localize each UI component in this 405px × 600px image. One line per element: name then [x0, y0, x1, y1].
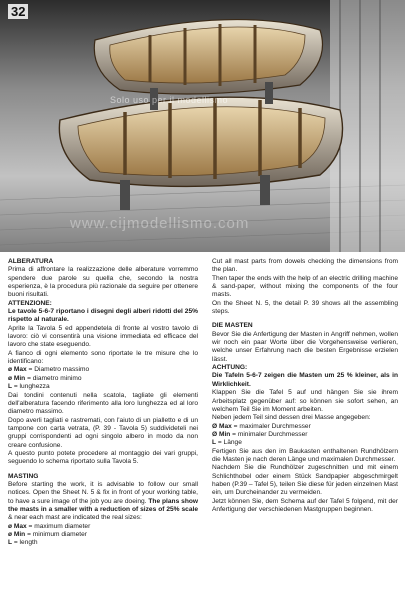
left-column	[8, 258, 198, 548]
en-max-row	[8, 523, 198, 531]
en-max-symbol: ø Max	[8, 522, 27, 530]
right-column	[212, 258, 398, 514]
masten-para7: Nachdem Sie die Rundhölzer zugeschnitten und mit einem Schlichthobel oder einem Stück Sandpapier abgeschmirgelt haben (P.39 – Tafel 5), teilen Sie diese für jeden einzelnen Mast ein, um Durcheinander zu vermeiden.	[212, 464, 398, 497]
attenzione-label: ATTENZIONE:	[8, 299, 52, 307]
de-max-symbol: Ø Max	[212, 422, 232, 430]
masten-heading: DIE MASTEN	[212, 322, 253, 330]
de-min-row	[212, 431, 398, 439]
alberatura-para4: Dopo averli tagliati e rastremati, con l'aiuto di un pialletto e di un tampone con carta vetrata, (P. 39 - Tavola 5) suddivideteli nei gruppi corrispondenti ad ogni singolo albero in modo da non creare confusione.	[8, 416, 198, 449]
alberatura-para2: A fianco di ogni elemento sono riportate le tre misure che lo identificano:	[8, 349, 198, 366]
alberatura-para3: Dai tondini contenuti nella scatola, tagliate gli elementi dell'alberatura facendo riferimento alla loro lunghezza ed al loro diametro massimo.	[8, 391, 198, 416]
de-max-text: = maximaler Durchmesser	[233, 422, 311, 430]
masten-para4: Klappen Sie die Tafel 5 auf und hängen Sie sie ihrem Arbeitsplatz gegenüber auf: so können sie sofort sehen, an welchem Teil Sie im Moment arbeiten.	[212, 389, 398, 413]
masting-para2: Then taper the ends with the help of an electric drilling machine & sand-paper, without mixing the components of the four masts.	[212, 274, 398, 299]
masten-para6: Fertigen Sie aus den im Baukasten enthaltenen Rundhölzern die Masten je nach deren Länge und maximalen Durchmesser.	[212, 447, 398, 463]
de-max-row	[212, 423, 398, 431]
achtung-bold: Die Tafeln 5-6-7 zeigen die Masten um 25 % kleiner, als in Wirklichkeit.	[212, 372, 398, 388]
alberatura-para1: Aprite la Tavola 5 ed appendetela di fronte al vostro tavolo di lavoro: ciò vi consentirà una visione immediata ed efficace del lavoro che state eseguendo.	[8, 324, 198, 349]
min-measure-row	[8, 375, 198, 383]
alberatura-para5: A questo punto potete procedere al montaggio dei vari gruppi, seguendo lo schema riportato sulla Tavola 5.	[8, 449, 198, 466]
masting-after-bold: & near each mast are indicated the real sizes:	[8, 514, 142, 522]
masting-intro-row	[8, 481, 198, 523]
en-min-text: = minimum diameter	[27, 531, 87, 538]
de-min-symbol: Ø Min	[212, 430, 231, 438]
de-min-text: = minimaler Durchmesser	[232, 430, 308, 438]
en-min-row	[8, 531, 198, 539]
masting-bold: The plans show the masts in a smaller with a reduction of sizes of 25% scale	[8, 497, 198, 513]
masting-intro: Before starting the work, it is advisable to follow our small notices. Open the Sheet N. 5 & fix in front of your working table, to have a sure image of the job you are doeing.	[8, 480, 198, 505]
lifeboats-photo	[0, 0, 405, 252]
masting-para1: Cut all mast parts from dowels checking the dimensions from the plan.	[212, 258, 398, 274]
masting-heading: MASTING	[8, 472, 39, 480]
max-text: = Diametro massimo	[28, 366, 90, 374]
max-measure-row	[8, 366, 198, 374]
alberatura-intro: Prima di affrontare la realizzazione delle alberature vorremmo spendere due parole su quella che, secondo la nostra esperienza, è la procedura più razionale da seguire per ottenere buoni risultati.	[8, 266, 198, 299]
l-symbol: L	[8, 383, 13, 391]
de-l-text: = Länge	[217, 439, 242, 447]
en-max-text: = maximum diameter	[28, 522, 91, 530]
attenzione-bold: Le tavole 5-6-7 riportano i disegni degli alberi ridotti del 25% rispetto al naturale.	[8, 308, 198, 324]
max-symbol: ø Max	[8, 366, 27, 374]
page-number: 32	[8, 4, 28, 19]
de-l-symbol: L	[212, 439, 217, 447]
min-text: = diametro minimo	[27, 374, 82, 382]
l-text: = lunghezza	[13, 383, 50, 391]
en-l-symbol: L	[8, 539, 13, 547]
length-measure-row	[8, 383, 198, 391]
de-length-row	[212, 439, 398, 447]
min-symbol: ø Min	[8, 374, 26, 382]
achtung-label: ACHTUNG:	[212, 364, 248, 372]
watermark-text-2: www.cijmodellismo.com	[70, 215, 250, 232]
masting-para3: On the Sheet N. 5, the detail P. 39 shows all the assembling steps.	[212, 299, 398, 316]
masten-para5: Neben jedem Teil sind dessen drei Masse angegeben:	[212, 414, 371, 422]
en-length-row	[8, 539, 198, 547]
en-l-text: = length	[13, 539, 38, 547]
masten-intro: Bevor Sie die Anfertigung der Masten in Angriff nehmen, wollen wir noch ein paar Worte über die Vorgehensweise verlieren, welche unser Erfahrung nach die besten Ergebnisse erzielen lässt.	[212, 330, 398, 363]
alberatura-heading: ALBERATURA	[8, 258, 54, 265]
masten-para8: Jetzt können Sie, dem Schema auf der Tafel 5 folgend, mit der Anfertigung der verschiedenen Mastgruppen beginnen.	[212, 497, 398, 513]
en-min-symbol: ø Min	[8, 531, 26, 538]
watermark-text: Solo uso per il modellismo	[110, 95, 229, 105]
